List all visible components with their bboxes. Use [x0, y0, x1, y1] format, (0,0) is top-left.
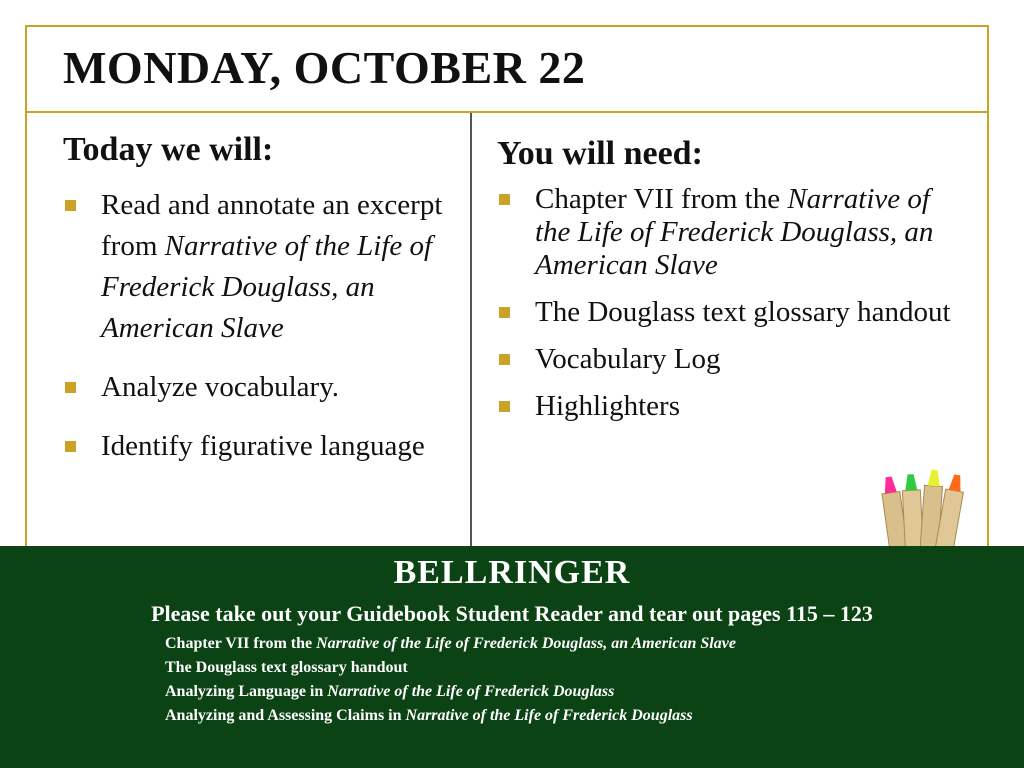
- column-divider: [470, 113, 472, 563]
- bellringer-title: BELLRINGER: [393, 554, 631, 591]
- bullet-square-icon: [499, 194, 510, 205]
- bellringer-instruction: Please take out your Guidebook Student Reader and tear out pages 115 – 123: [151, 601, 873, 626]
- list-item: The Douglass text glossary handout: [165, 659, 408, 676]
- bullet-square-icon: [65, 441, 76, 452]
- list-item: The Douglass text glossary handout: [497, 296, 967, 329]
- list-item: Chapter VII from the Narrative of the Life of Frederick Douglass, an American Slave: [165, 635, 736, 652]
- bellringer-list: [165, 632, 736, 728]
- title-row: [27, 27, 987, 113]
- bullet-square-icon: [65, 382, 76, 393]
- slide-frame: [25, 25, 989, 565]
- today-column: [63, 113, 463, 485]
- list-item: Vocabulary Log: [497, 343, 967, 376]
- list-item: Identify figurative language: [63, 426, 463, 467]
- list-item: Read and annotate an excerpt from Narrative of the Life of Frederick Douglass, an American Slave: [63, 185, 463, 349]
- today-heading: Today we will:: [63, 131, 274, 168]
- list-item: Analyzing Language in Narrative of the Life of Frederick Douglass: [165, 683, 615, 700]
- bullet-square-icon: [499, 307, 510, 318]
- bullet-square-icon: [499, 401, 510, 412]
- list-item: Analyzing and Assessing Claims in Narrative of the Life of Frederick Douglass: [165, 707, 693, 724]
- page-title: MONDAY, OCTOBER 22: [63, 42, 586, 93]
- highlighters-icon: [878, 462, 968, 552]
- need-column: [497, 113, 967, 437]
- list-item: Highlighters: [497, 390, 967, 423]
- list-item: Chapter VII from the Narrative of the Life of Frederick Douglass, an American Slave: [497, 183, 967, 282]
- need-list: [497, 183, 967, 423]
- bellringer-panel: [0, 546, 1024, 768]
- need-heading: You will need:: [497, 135, 703, 172]
- bullet-square-icon: [65, 200, 76, 211]
- bullet-square-icon: [499, 354, 510, 365]
- today-list: [63, 185, 463, 467]
- list-item: Analyze vocabulary.: [63, 367, 463, 408]
